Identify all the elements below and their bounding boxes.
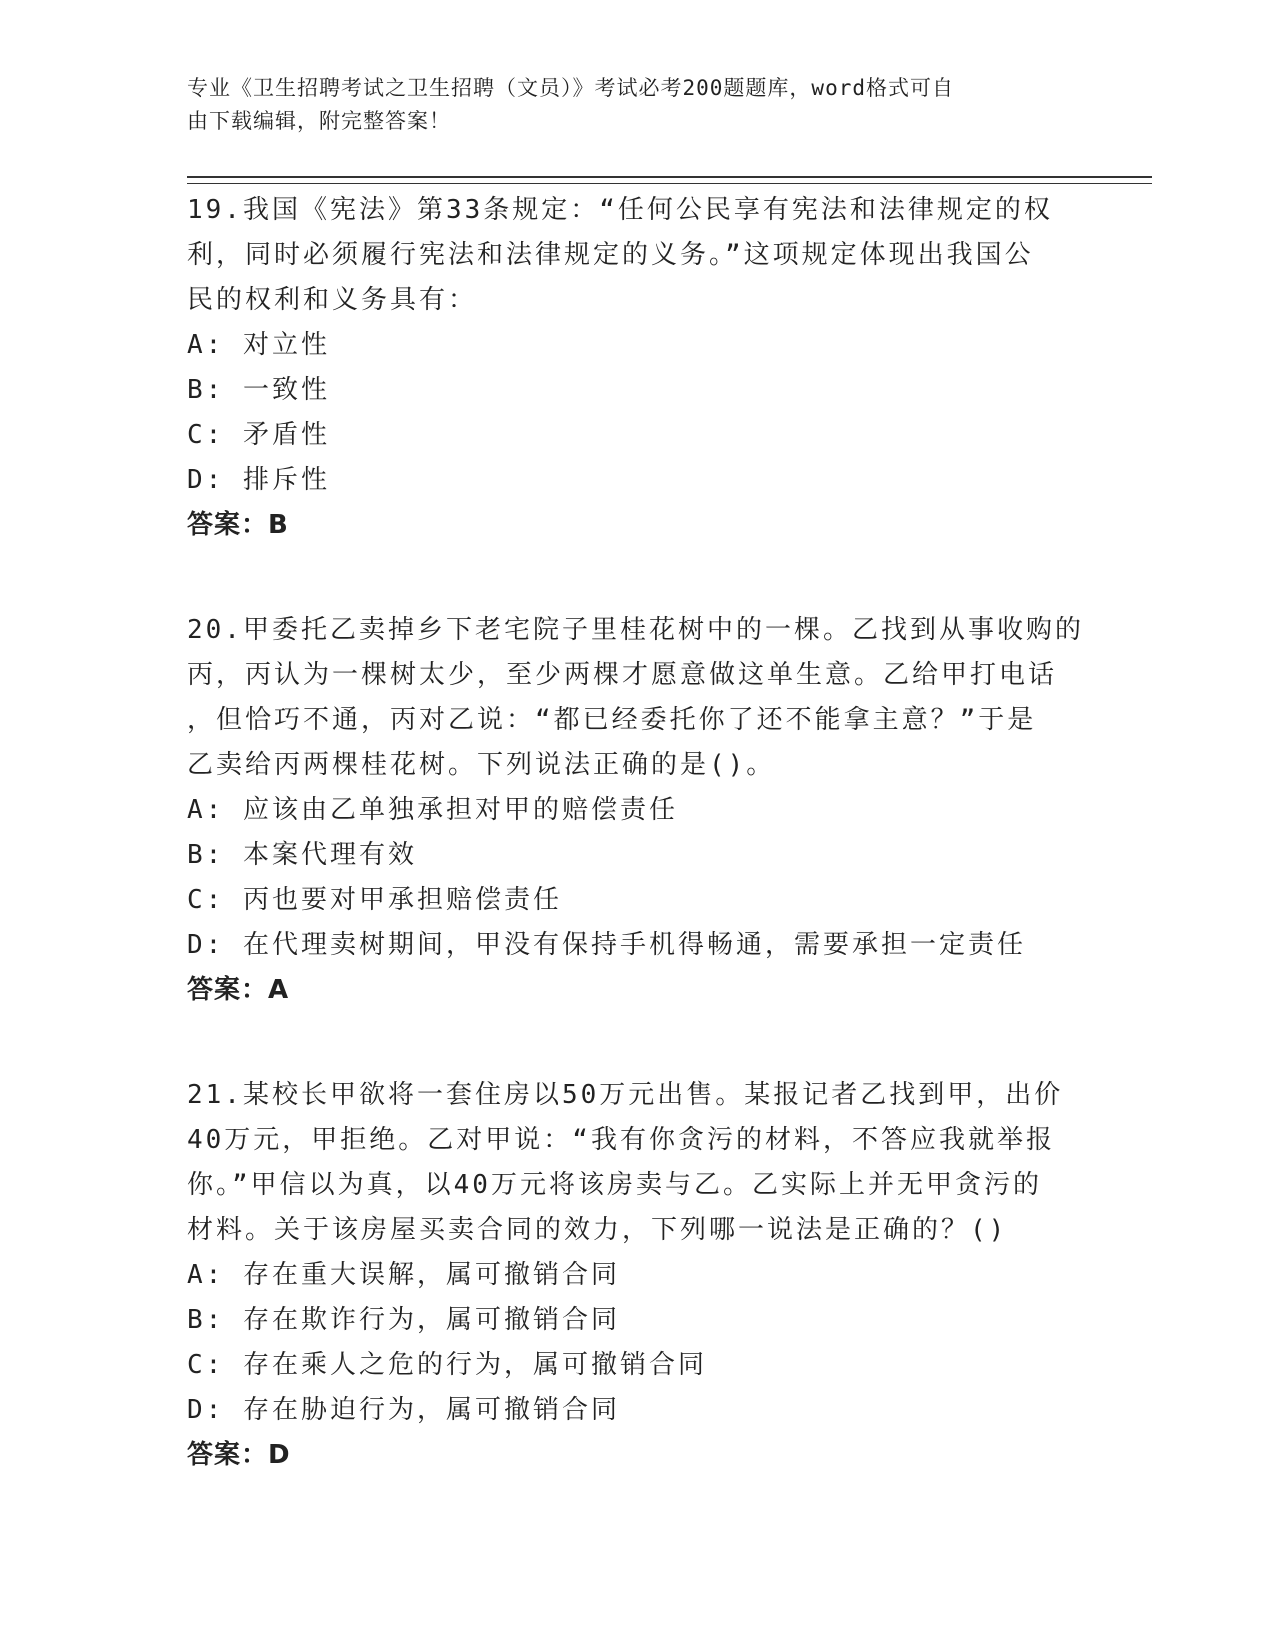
- question-stem-line: 民的权利和义务具有：: [187, 285, 478, 315]
- header-rule-thick: [187, 176, 1152, 178]
- answer-label: 答案：B: [187, 510, 289, 540]
- option-c: C: 矛盾性: [187, 420, 330, 450]
- answer-label: 答案：D: [187, 1440, 291, 1470]
- question-stem-line: 利，同时必须履行宪法和法律规定的义务。”这项规定体现出我国公: [187, 240, 1034, 270]
- question-stem-line: 材料。关于该房屋买卖合同的效力，下列哪一说法是正确的？(): [187, 1215, 1008, 1245]
- question-20: [187, 608, 1087, 1013]
- option-b: B: 一致性: [187, 375, 330, 405]
- question-spacer: [187, 1013, 1087, 1073]
- question-19: [187, 188, 1087, 548]
- question-stem-line: 你。”甲信以为真，以40万元将该房卖与乙。乙实际上并无甲贪污的: [187, 1170, 1042, 1200]
- question-list: [187, 188, 1087, 1478]
- question-stem-line: 乙卖给丙两棵桂花树。下列说法正确的是()。: [187, 750, 776, 780]
- header-line-2: 由下载编辑，附完整答案！: [187, 109, 451, 133]
- header-rule-thin: [187, 183, 1152, 184]
- option-b: B: 本案代理有效: [187, 840, 417, 870]
- option-c: C: 丙也要对甲承担赔偿责任: [187, 885, 562, 915]
- question-spacer: [187, 548, 1087, 608]
- option-d: D: 排斥性: [187, 465, 330, 495]
- question-21: [187, 1073, 1087, 1478]
- answer-label: 答案：A: [187, 975, 290, 1005]
- option-a: A: 对立性: [187, 330, 330, 360]
- option-b: B: 存在欺诈行为，属可撤销合同: [187, 1305, 620, 1335]
- question-stem-line: ，但恰巧不通，丙对乙说：“都已经委托你了还不能拿主意？”于是: [187, 705, 1037, 735]
- question-stem-line: 19.我国《宪法》第33条规定：“任何公民享有宪法和法律规定的权: [187, 195, 1053, 225]
- option-a: A: 应该由乙单独承担对甲的赔偿责任: [187, 795, 678, 825]
- document-header: [187, 72, 1067, 138]
- header-line-1: 专业《卫生招聘考试之卫生招聘（文员）》考试必考200题题库，word格式可自: [187, 76, 954, 100]
- question-stem-line: 20.甲委托乙卖掉乡下老宅院子里桂花树中的一棵。乙找到从事收购的: [187, 615, 1084, 645]
- question-stem-line: 21.某校长甲欲将一套住房以50万元出售。某报记者乙找到甲，出价: [187, 1080, 1064, 1110]
- option-d: D: 存在胁迫行为，属可撤销合同: [187, 1395, 620, 1425]
- option-d: D: 在代理卖树期间，甲没有保持手机得畅通，需要承担一定责任: [187, 930, 1026, 960]
- option-c: C: 存在乘人之危的行为，属可撤销合同: [187, 1350, 707, 1380]
- option-a: A: 存在重大误解，属可撤销合同: [187, 1260, 620, 1290]
- question-stem-line: 丙，丙认为一棵树太少，至少两棵才愿意做这单生意。乙给甲打电话: [187, 660, 1058, 690]
- question-stem-line: 40万元，甲拒绝。乙对甲说：“我有你贪污的材料，不答应我就举报: [187, 1125, 1055, 1155]
